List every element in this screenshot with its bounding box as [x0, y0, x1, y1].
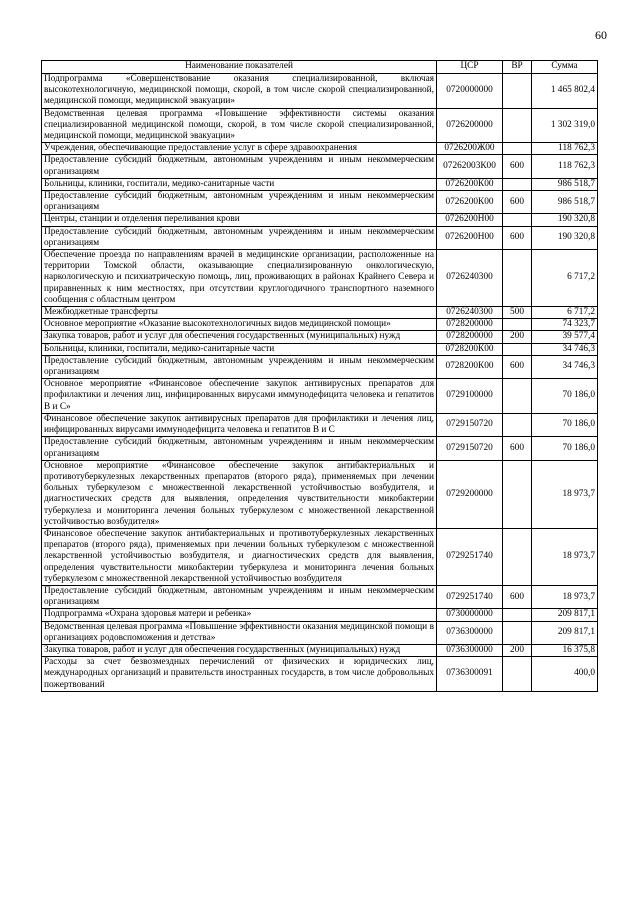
- row-csr-cell: 0736300091: [437, 657, 503, 692]
- row-sum-cell: 1 465 802,4: [532, 74, 598, 109]
- table-row: [42, 355, 598, 378]
- row-name-cell: Ведомственная целевая программа «Повышение эффективности оказания медицинской помощи в организациях родовспоможения и детства»: [42, 621, 437, 644]
- row-vr-cell: 600: [503, 191, 532, 214]
- row-csr-cell: 0729100000: [437, 379, 503, 414]
- row-vr-cell: 200: [503, 331, 532, 343]
- row-name-cell: Финансовое обеспечение закупок антивирусных препаратов для профилактики и лечения лиц, инфицированных вирусами иммунодефицита человека и гепатитов В и С: [42, 413, 437, 436]
- row-sum-cell: 6 717,2: [532, 307, 598, 319]
- row-csr-cell: 0736300000: [437, 644, 503, 656]
- row-vr-cell: 600: [503, 226, 532, 249]
- row-csr-cell: 0728200К00: [437, 355, 503, 378]
- header-vr: ВР: [503, 61, 532, 74]
- row-name-cell: Межбюджетные трансферты: [42, 307, 437, 319]
- row-sum-cell: 34 746,3: [532, 343, 598, 355]
- table-row: [42, 609, 598, 621]
- row-csr-cell: 07262003К00: [437, 155, 503, 178]
- table-body: [42, 74, 598, 692]
- row-csr-cell: 0728200000: [437, 319, 503, 331]
- table-row: [42, 307, 598, 319]
- table-row: [42, 528, 598, 585]
- table-row: [42, 214, 598, 226]
- row-sum-cell: 209 817,1: [532, 621, 598, 644]
- table-row: [42, 191, 598, 214]
- row-vr-cell: 200: [503, 644, 532, 656]
- row-csr-cell: 0736300000: [437, 621, 503, 644]
- table-row: [42, 621, 598, 644]
- row-name-cell: Расходы за счет безвозмездных перечислений от физических и юридических лиц, международных организаций и правительств иностранных государств, в том числе добровольных пожертвований: [42, 657, 437, 692]
- row-vr-cell: [503, 74, 532, 109]
- row-vr-cell: [503, 143, 532, 155]
- row-csr-cell: 0726200Ж00: [437, 143, 503, 155]
- row-vr-cell: [503, 657, 532, 692]
- row-name-cell: Больницы, клиники, госпитали, медико-санитарные части: [42, 343, 437, 355]
- row-vr-cell: 600: [503, 585, 532, 608]
- row-name-cell: Предоставление субсидий бюджетным, автономным учреждениям и иным некоммерческим организациям: [42, 585, 437, 608]
- row-sum-cell: 118 762,3: [532, 143, 598, 155]
- row-sum-cell: 209 817,1: [532, 609, 598, 621]
- table-row: [42, 74, 598, 109]
- table-row: [42, 657, 598, 692]
- row-csr-cell: 0729150720: [437, 437, 503, 460]
- row-sum-cell: 70 186,0: [532, 413, 598, 436]
- budget-table: [41, 60, 598, 692]
- row-vr-cell: [503, 178, 532, 190]
- row-sum-cell: 986 518,7: [532, 191, 598, 214]
- table-row: [42, 319, 598, 331]
- row-name-cell: Обеспечение проезда по направлениям врачей в медицинские организации, расположенные на территории Томской области, оказывающие специализированную онкологическую, наркологическую и психиатрическую помощь, лиц, проживающих в районах Крайнего Севера и приравненных к ним местностях, при отсутствии круглогодичного транспортного наземного сообщения с областным центром: [42, 250, 437, 307]
- row-csr-cell: 0729200000: [437, 460, 503, 528]
- row-vr-cell: [503, 609, 532, 621]
- row-vr-cell: [503, 528, 532, 585]
- row-sum-cell: 190 320,8: [532, 226, 598, 249]
- row-sum-cell: 18 973,7: [532, 460, 598, 528]
- row-csr-cell: 0728200К00: [437, 343, 503, 355]
- row-sum-cell: 1 302 319,0: [532, 108, 598, 143]
- table-row: [42, 413, 598, 436]
- row-csr-cell: 0726200Н00: [437, 226, 503, 249]
- row-sum-cell: 70 186,0: [532, 437, 598, 460]
- row-vr-cell: 600: [503, 155, 532, 178]
- row-name-cell: Основное мероприятие «Финансовое обеспечение закупок антибактериальных и противотуберкулезных лекарственных препаратов (второго ряда), применяемых при лечении больных туберкулезом с множественной лекарственной устойчивостью возбудителя, и диагностических средств для выявления, определения чувствительности микобактерии туберкулеза и мониторинга лечения больных туберкулезом с множественной лекарственной устойчивостью возбудителя»: [42, 460, 437, 528]
- row-sum-cell: 34 746,3: [532, 355, 598, 378]
- row-name-cell: Закупка товаров, работ и услуг для обеспечения государственных (муниципальных) нужд: [42, 644, 437, 656]
- row-sum-cell: 18 973,7: [532, 585, 598, 608]
- row-csr-cell: 0726240300: [437, 307, 503, 319]
- row-sum-cell: 400,0: [532, 657, 598, 692]
- row-name-cell: Подпрограмма «Совершенствование оказания специализированной, включая высокотехнологичную, медицинской помощи, скорой, в том числе скорой специализированной, медицинской помощи, медицинской эвакуации»: [42, 74, 437, 109]
- row-csr-cell: 0726240300: [437, 250, 503, 307]
- row-vr-cell: [503, 319, 532, 331]
- row-name-cell: Ведомственная целевая программа «Повышение эффективности системы оказания специализированной медицинской помощи, скорой, в том числе скорой специализированной, медицинской помощи, медицинской эвакуации»: [42, 108, 437, 143]
- table-header-row: [42, 61, 598, 74]
- row-name-cell: Основное мероприятие «Оказание высокотехнологичных видов медицинской помощи»: [42, 319, 437, 331]
- row-vr-cell: [503, 214, 532, 226]
- row-vr-cell: [503, 460, 532, 528]
- row-csr-cell: 0726200К00: [437, 191, 503, 214]
- header-name: Наименование показателей: [42, 61, 437, 74]
- row-csr-cell: 0726200Н00: [437, 214, 503, 226]
- row-vr-cell: [503, 250, 532, 307]
- row-sum-cell: 986 518,7: [532, 178, 598, 190]
- page-number: 60: [595, 28, 607, 42]
- table-row: [42, 437, 598, 460]
- row-sum-cell: 118 762,3: [532, 155, 598, 178]
- table-row: [42, 343, 598, 355]
- row-name-cell: Центры, станции и отделения переливания крови: [42, 214, 437, 226]
- row-csr-cell: 0720000000: [437, 74, 503, 109]
- row-vr-cell: [503, 108, 532, 143]
- row-vr-cell: 600: [503, 437, 532, 460]
- row-sum-cell: 6 717,2: [532, 250, 598, 307]
- row-vr-cell: [503, 379, 532, 414]
- row-name-cell: Предоставление субсидий бюджетным, автономным учреждениям и иным некоммерческим организациям: [42, 437, 437, 460]
- header-sum: Сумма: [532, 61, 598, 74]
- row-vr-cell: [503, 413, 532, 436]
- row-vr-cell: 600: [503, 355, 532, 378]
- row-sum-cell: 16 375,8: [532, 644, 598, 656]
- row-name-cell: Основное мероприятие «Финансовое обеспечение закупок антивирусных препаратов для профилактики и лечения лиц, инфицированных вирусами иммунодефицита человека и гепатитов В и С»: [42, 379, 437, 414]
- row-name-cell: Предоставление субсидий бюджетным, автономным учреждениям и иным некоммерческим организациям: [42, 226, 437, 249]
- row-name-cell: Предоставление субсидий бюджетным, автономным учреждениям и иным некоммерческим организациям: [42, 355, 437, 378]
- header-csr: ЦСР: [437, 61, 503, 74]
- table-row: [42, 379, 598, 414]
- row-csr-cell: 0726200000: [437, 108, 503, 143]
- row-name-cell: Финансовое обеспечение закупок антибактериальных и противотуберкулезных лекарственных препаратов (второго ряда), применяемых при лечении больных туберкулезом с множественной лекарственной устойчивостью возбудителя, и диагностических средств для выявления, определения чувствительности микобактерии туберкулеза и мониторинга лечения больных туберкулезом с множественной лекарственной устойчивостью возбудителя: [42, 528, 437, 585]
- row-name-cell: Подпрограмма «Охрана здоровья матери и ребенка»: [42, 609, 437, 621]
- row-sum-cell: 190 320,8: [532, 214, 598, 226]
- row-sum-cell: 70 186,0: [532, 379, 598, 414]
- table-row: [42, 250, 598, 307]
- row-csr-cell: 0729251740: [437, 528, 503, 585]
- table-row: [42, 585, 598, 608]
- table-row: [42, 178, 598, 190]
- table-row: [42, 460, 598, 528]
- row-sum-cell: 18 973,7: [532, 528, 598, 585]
- table-row: [42, 226, 598, 249]
- row-csr-cell: 0728200000: [437, 331, 503, 343]
- row-csr-cell: 0729251740: [437, 585, 503, 608]
- table-row: [42, 143, 598, 155]
- row-name-cell: Больницы, клиники, госпитали, медико-санитарные части: [42, 178, 437, 190]
- table-row: [42, 108, 598, 143]
- row-vr-cell: 500: [503, 307, 532, 319]
- table-row: [42, 331, 598, 343]
- row-vr-cell: [503, 343, 532, 355]
- row-csr-cell: 0730000000: [437, 609, 503, 621]
- row-sum-cell: 39 577,4: [532, 331, 598, 343]
- table-row: [42, 644, 598, 656]
- row-csr-cell: 0729150720: [437, 413, 503, 436]
- row-sum-cell: 74 323,7: [532, 319, 598, 331]
- row-name-cell: Учреждения, обеспечивающие предоставление услуг в сфере здравоохранения: [42, 143, 437, 155]
- row-vr-cell: [503, 621, 532, 644]
- table-row: [42, 155, 598, 178]
- row-name-cell: Закупка товаров, работ и услуг для обеспечения государственных (муниципальных) нужд: [42, 331, 437, 343]
- row-name-cell: Предоставление субсидий бюджетным, автономным учреждениям и иным некоммерческим организациям: [42, 191, 437, 214]
- row-csr-cell: 0726200К00: [437, 178, 503, 190]
- row-name-cell: Предоставление субсидий бюджетным, автономным учреждениям и иным некоммерческим организациям: [42, 155, 437, 178]
